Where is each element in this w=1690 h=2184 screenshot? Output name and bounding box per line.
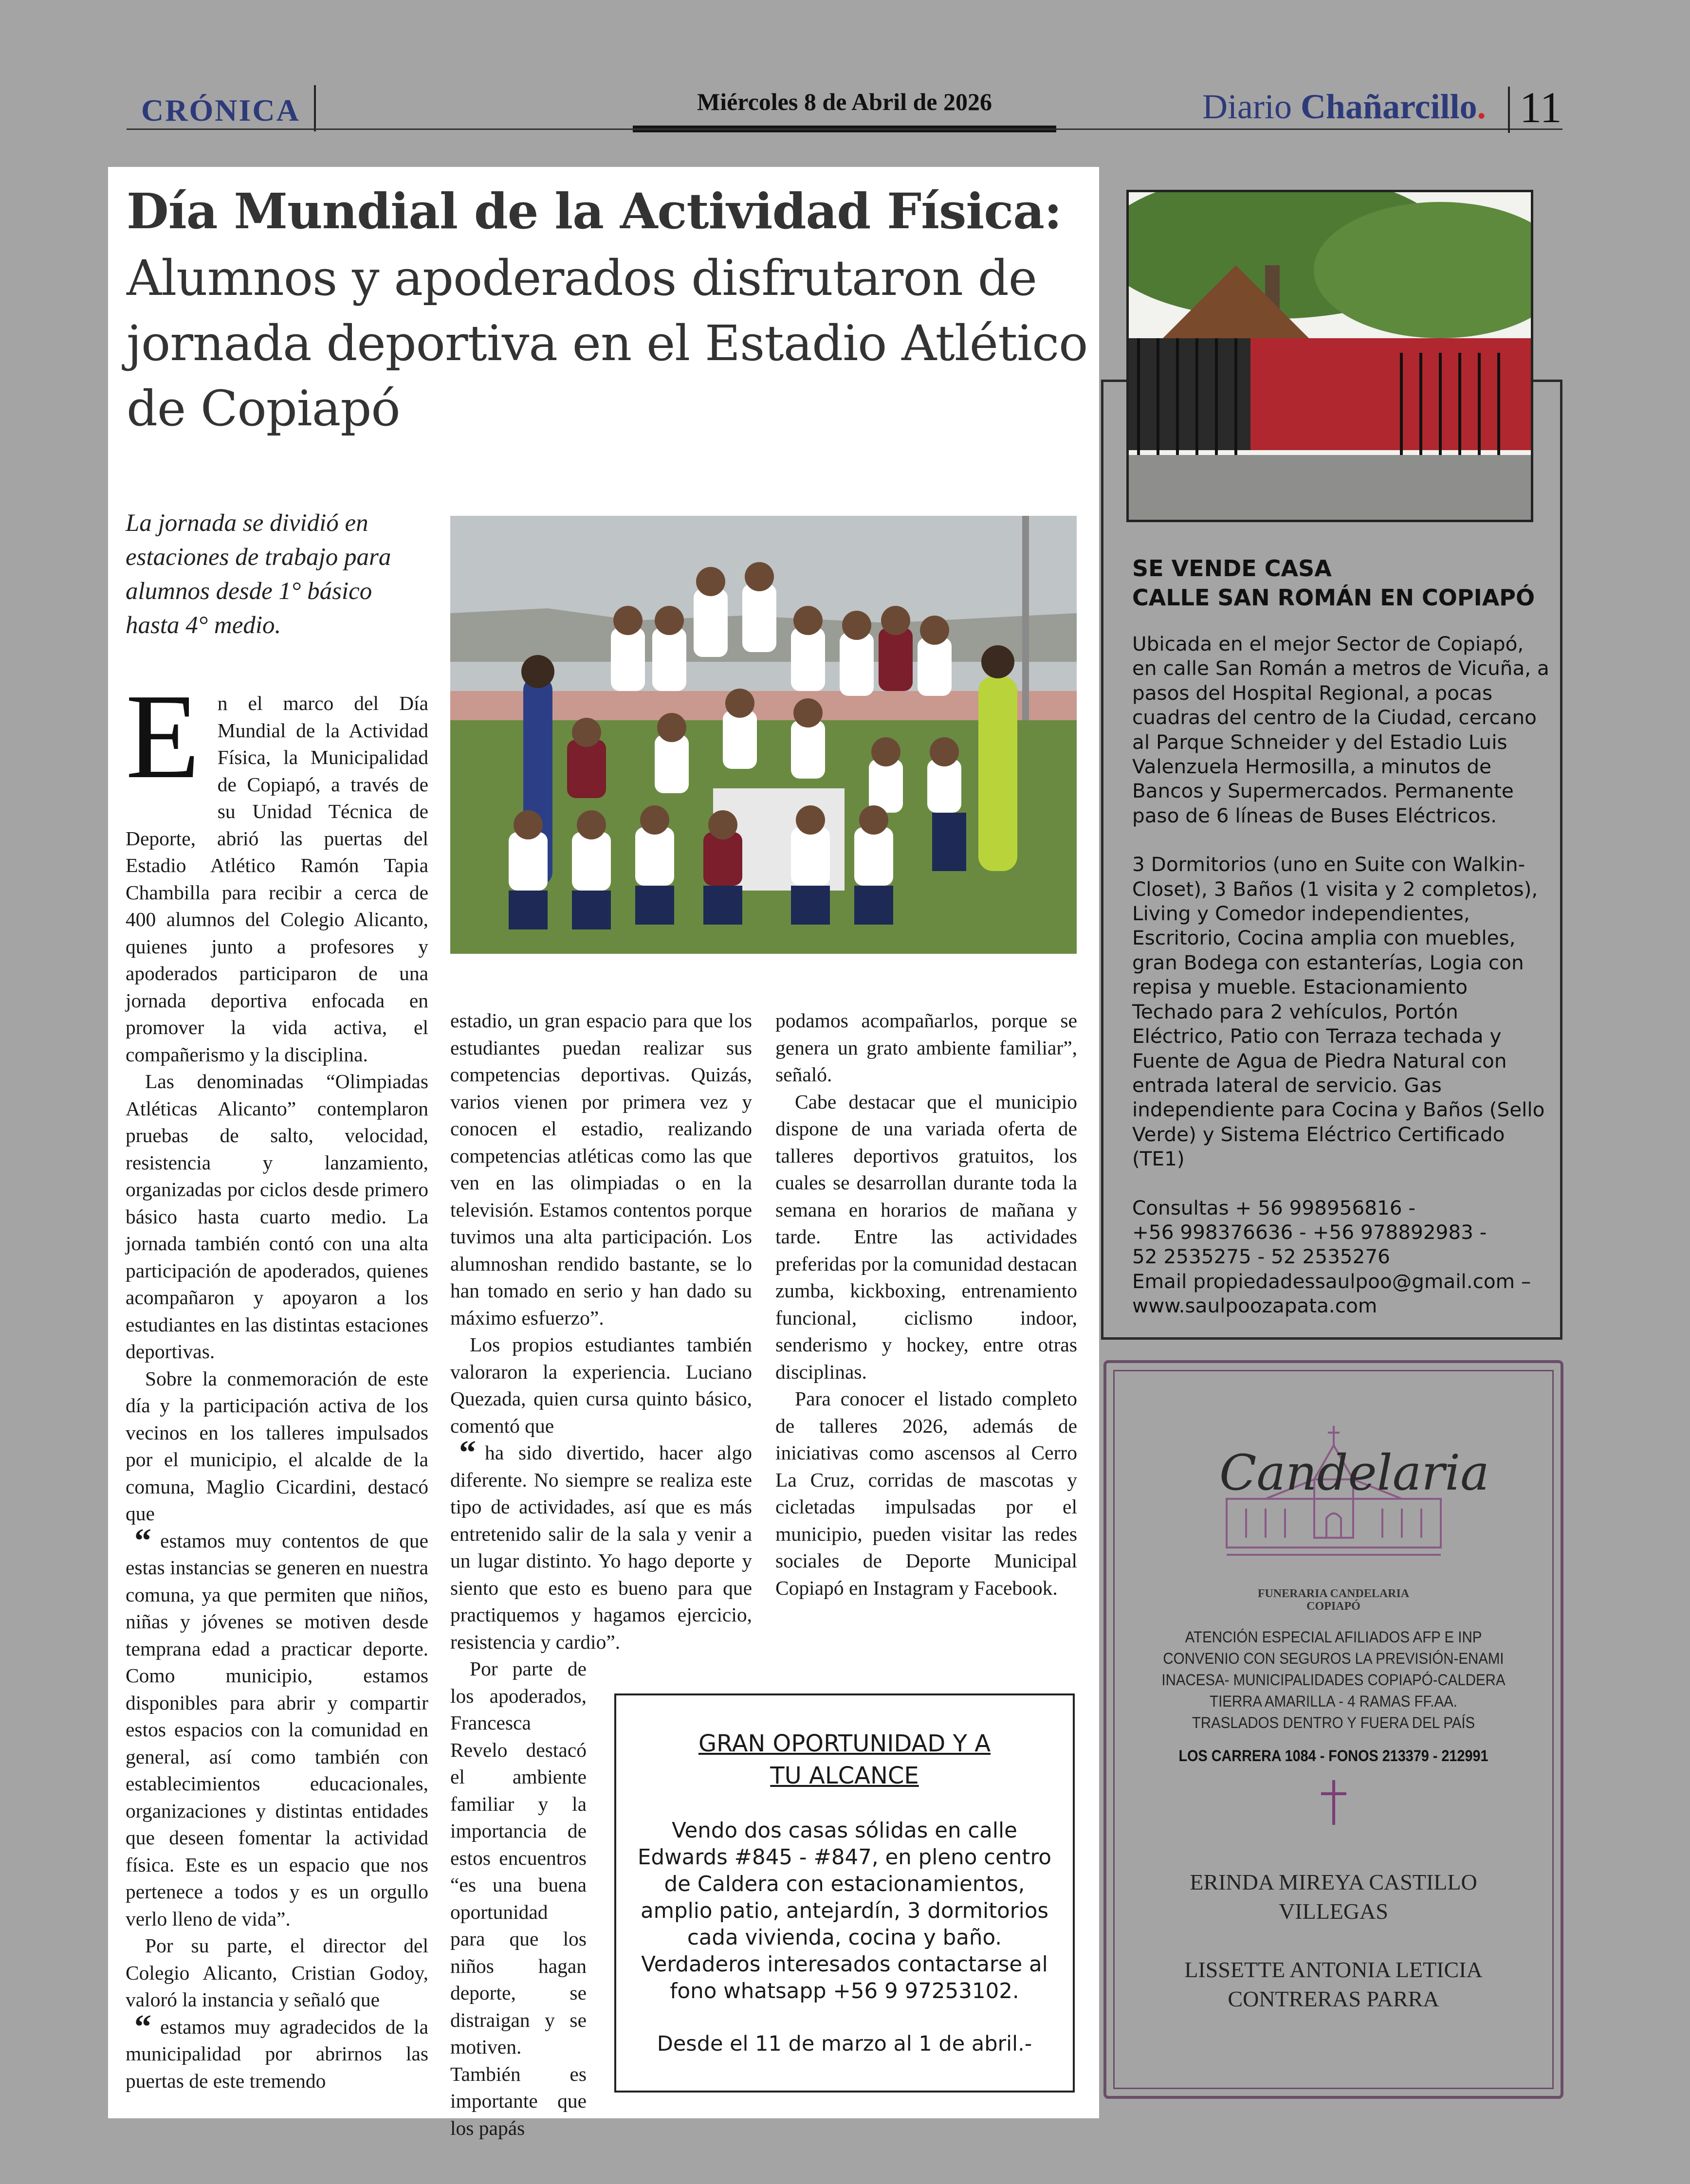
section-label: CRÓNICA [141,93,300,127]
classified-ad-dates: Desde el 11 de marzo al 1 de abril.- [657,2032,1032,2056]
article-quote: “ estamos muy contentos de que estas instancias se generen en nuestra comuna, ya que permiten que niños, niñas y jóvenes se motiven desde temprana edad a practicar deporte. Como municipio, estamos disponibles para abrir y compartir estos espacios con la comunidad en general, así como también con establecimientos educacionales, organizaciones y distintas entidades que deseen fomentar la actividad física. Este es un espacio que nos pertenece a todos y es un orgullo verlo lleno de vida”. [126,1522,428,1930]
quote-mark-icon: “ [134,1522,151,1560]
article-column-1 [126,669,428,2094]
funeral-address: LOS CARRERA 1084 - FONOS 213379 - 212991 [1178,1747,1488,1765]
article-paragraph: Por parte de los apoderados, Francesca Revelo destacó el ambiente familiar y la importancia de estos encuentros “es una buena oportunidad para que los niños hagan deporte, se distraigan y se motiven. También es importante que los papás [450,1657,587,2139]
funeral-brand: Candelaria [1219,1444,1489,1501]
article-photo [450,516,1077,954]
quote-mark-icon: “ [459,1434,476,1472]
newspaper-dot: . [1477,87,1486,126]
article-paragraph: Las denominadas “Olimpiadas Atléticas Alicanto” contemplaron pruebas de salto, velocidad, resistencia y lanzamiento, organizadas por ciclos desde primero básico hasta cuarto medio. La jornada también contó con una alta participación de apoderados, quienes acompañaron y apoyaron a los estudiantes en las distintas estaciones deportivas. [126,1070,428,1363]
newspaper-title: Chañarcillo [1300,87,1477,126]
headline: Alumnos y apoderados disfrutaron de jornada deportiva en el Estadio Atlético de Copiapó [127,250,1088,437]
article-column-3 [775,1007,1077,1602]
headline-kicker: Día Mundial de la Actividad Física: [127,182,1062,240]
quote-mark-icon: “ [134,2008,151,2046]
house-ad-text [1132,632,1551,1318]
obituary-name: ERINDA MIREYA CASTILLO VILLEGAS [1190,1870,1477,1924]
drop-cap: E [126,669,200,804]
article-lead: La jornada se dividió en estaciones de trabajo para alumnos desde 1° básico hasta 4° medio. [126,510,391,639]
obituary-name: LISSETTE ANTONIA LETICIA CONTRERAS PARRA [1184,1957,1483,2011]
article-quote: “ estamos muy agradecidos de la municipalidad por abrirnos las puertas de este tremendo [126,2008,428,2092]
header-divider [1508,87,1510,133]
article-paragraph: podamos acompañarlos, porque se genera un grato ambiente familiar”, señaló. [775,1009,1077,1086]
header-divider [314,85,316,131]
classified-ad-title: GRAN OPORTUNIDAD Y A TU ALCANCE [698,1730,991,1789]
newspaper-prefix: Diario [1202,87,1292,126]
article-paragraph: Los propios estudiantes también valoraron la experiencia. Luciano Quezada, quien cursa quinto básico, comentó que [450,1333,752,1437]
article-paragraph: estadio, un gran espacio para que los estudiantes puedan realizar sus competencias deportivas. Quizás, varios vienen por primera vez y conocen el estadio, realizando competencias atléticas como las que ven en las olimpiadas o en la televisión. Estamos contentos porque tuvimos una alta participación. Los alumnoshan rendido bastante, se lo han tomado en serio y han dado su máximo esfuerzo”. [450,1009,752,1329]
article-quote: “ ha sido divertido, hacer algo diferente. No siempre se realiza este tipo de actividades, así que es más entretenido salir de la sala y venir a un lugar distinto. Yo hago deporte y siento que esto es bueno para que practiquemos y hagamos ejercicio, resistencia y cardio”. [450,1434,752,1653]
house-facade-image [1129,192,1531,520]
cross-icon [1314,1776,1353,1830]
page-number: 11 [1520,84,1562,132]
house-photo [1126,190,1533,522]
house-ad-contact: Consultas + 56 998956816 - +56 998376636 - +56 978892983 - 52 2535275 - 52 2535276 Email propiedadessaulpoo@gmail.com – www.saulpoozapata.com [1132,1196,1531,1318]
article-paragraph: Sobre la conmemoración de este día y la participación activa de los vecinos en los talleres impulsados por el municipio, el alcalde de la comuna, Maglio Cicardini, destacó que [126,1367,428,1525]
funeral-services: ATENCIÓN ESPECIAL AFILIADOS AFP E INP CONVENIO CON SEGUROS LA PREVISIÓN-ENAMI INACESA- MUNICIPALIDADES COPIAPÓ-CALDERA TIERRA AMARILLA - 4 RAMAS FF.AA. TRASLADOS DENTRO Y FUERA DEL PAÍS [1161,1628,1506,1731]
house-ad-features: 3 Dormitorios (uno en Suite con Walkin-Closet), 3 Baños (1 visita y 2 completos), Living y Comedor independientes, Escritorio, Cocina amplia con muebles, gran Bodega con estanterías, Logia con repisa y mueble. Estacionamiento Techado para 2 vehículos, Portón Eléctrico, Patio con Terraza techada y Fuente de Agua de Piedra Natural con entrada lateral de servicio. Gas independiente para Cocina y Baños (Sello Verde) y Sistema Eléctrico Certificado (TE1) [1132,853,1545,1171]
issue-date: Miércoles 8 de Abril de 2026 [697,88,992,115]
newspaper-name [1202,87,1486,127]
article-paragraph: E n el marco del Día Mundial de la Actividad Física, la Municipalidad de Copiapó, a través de su Unidad Técnica de Deporte, abrió las puertas del Estadio Atlético Ramón Tapia Chambilla para recibir a cerca de 400 alumnos del Colegio Alicanto, quienes junto a profesores y apoderados participaron de una jornada deportiva enfocada en promover la vida activa, el compañerismo y la disciplina. [126,669,428,1066]
classified-ad-body: Vendo dos casas sólidas en calle Edwards #845 - #847, en pleno centro de Caldera con estacionamientos, amplio patio, antejardín, 3 dormitorios cada vivienda, cocina y baño. Verdaderos interesados contactarse al fono whatsapp +56 9 97253102. [638,1819,1051,2003]
header-rule [127,128,1562,130]
house-ad-location: Ubicada en el mejor Sector de Copiapó, en calle San Román a metros de Vicuña, a pasos del Hospital Regional, a pocas cuadras del centro de la Ciudad, cercano al Parque Schneider y del Estadio Luis Valenzuela Hermosilla, a minutos de Bancos y Supermercados. Permanente paso de 6 líneas de Buses Eléctricos. [1132,632,1549,827]
funeral-home-name: FUNERARIA CANDELARIA COPIAPÓ [1257,1587,1410,1613]
students-group-photo [450,516,1077,954]
house-ad-title: SE VENDE CASA CALLE SAN ROMÁN EN COPIAPÓ [1132,555,1535,611]
article-paragraph: Por su parte, el director del Colegio Alicanto, Cristian Godoy, valoró la instancia y señaló que [126,1934,428,2011]
article-paragraph: Cabe destacar que el municipio dispone de una variada oferta de talleres deportivos gratuitos, los cuales se desarrollan durante toda la semana en horarios de mañana y tarde. Entre las actividades preferidas por la comunidad destacan zumba, kickboxing, entrenamiento funcional, ciclismo indoor, senderismo y hockey, entre otras disciplinas. [775,1090,1077,1383]
article-paragraph: Para conocer el listado completo de talleres 2026, además de iniciativas como ascensos al Cerro La Cruz, corridas de mascotas y cicletadas impulsadas por el municipio, pueden visitar las redes sociales de Deporte Municipal Copiapó en Instagram y Facebook. [775,1387,1077,1599]
